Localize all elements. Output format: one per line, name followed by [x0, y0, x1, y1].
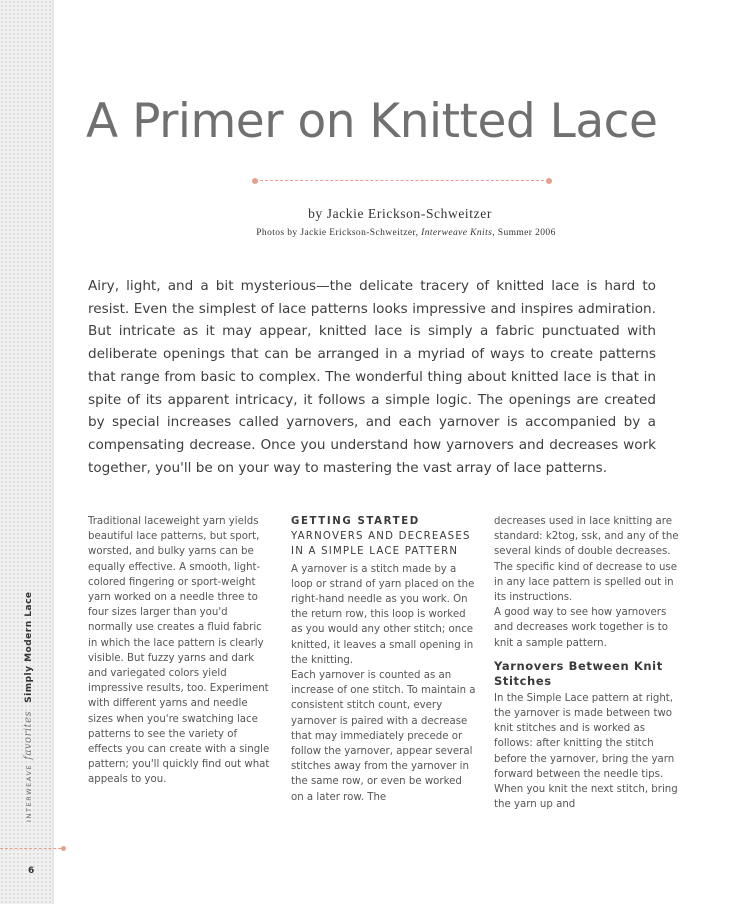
page-number: 6: [28, 866, 35, 876]
column-2-paragraph-1: A yarnover is a stitch made by a loop or strand of yarn placed on the right-hand needle as you work. On the return row, this loop is worked as you would any other stitch; once knitted, it leaves a small opening in the knitting.: [291, 563, 475, 666]
byline: by Jackie Erickson-Schweitzer: [308, 206, 492, 221]
column-1-text: Traditional laceweight yarn yields beautiful lace patterns, but sport, worsted, and bulky yarns can be equally effective. A smooth, light-colored fingering or sport-weight yarn worked on a needle three to four sizes larger than you'd normally use creates a fluid fabric in which the lace pattern is clearly visible. But fuzzy yarns and dark and variegated colors yield impressive results, too. Experiment with different yarns and needle sizes when you're swatching lace patterns to see the variety of effects you can create with a single pattern; you'll quickly find out what appeals to you.: [88, 516, 270, 786]
column-2: [291, 514, 477, 805]
photo-credit-publication: Interweave Knits: [421, 228, 493, 238]
photo-credit-prefix: Photos by Jackie Erickson-Schweitzer,: [256, 228, 422, 238]
rule-dot: [61, 846, 66, 851]
divider-dot-left: [252, 178, 258, 184]
section-heading: GETTING STARTED: [291, 516, 420, 527]
column-3-paragraph-2: A good way to see how yarnovers and decreases work together is to knit a sample pattern.: [494, 607, 668, 649]
series-script: favorites: [23, 710, 34, 760]
photo-credit-suffix: , Summer 2006: [492, 228, 556, 238]
column-3: [494, 514, 682, 812]
series-label: [23, 591, 34, 822]
column-3-paragraph-1: decreases used in lace knitting are standard: k2tog, ssk, and any of the several kinds of double decreases. The specific kind of decrease to use in any lace pattern is spelled out in its instructions.: [494, 516, 679, 604]
divider-dot-right: [546, 178, 552, 184]
sidebar-edge: [52, 0, 54, 904]
photo-credit: [0, 228, 750, 238]
series-small: INTERWEAVE: [25, 763, 33, 822]
series-title: Simply Modern Lace: [24, 591, 34, 703]
article-title: A Primer on Knitted Lace: [86, 94, 658, 149]
column-1: [88, 514, 274, 788]
sidebar-dotted-rule: [0, 848, 66, 850]
yarnovers-subheading: Yarnovers Between Knit Stitches: [494, 658, 663, 688]
lead-paragraph: Airy, light, and a bit mysterious—the delicate tracery of knitted lace is hard to resist. Even the simplest of lace patterns looks impressive and inspires admiration. But intricate as it may appear, knitted lace is simply a fabric punctuated with deliberate openings that can be arranged in a myriad of ways to create patterns that range from basic to complex. The wonderful thing about knitted lace is that in spite of its apparent intricacy, it follows a simple logic. The openings are created by special increases called yarnovers, and each yarnover is accompanied by a compensating decrease. Once you understand how yarnovers and decreases work together, you'll be on your way to mastering the vast array of lace patterns.: [88, 278, 656, 476]
column-2-paragraph-2: Each yarnover is counted as an increase of one stitch. To maintain a consistent stitch count, every yarnover is paired with a decrease that may immediately precede or follow the yarnover, appear several stitches away from the yarnover in the same row, or even be worked on a later row. The: [291, 670, 476, 803]
section-subheading: YARNOVERS AND DECREASES IN A SIMPLE LACE PATTERN: [291, 531, 471, 558]
column-3-paragraph-3: In the Simple Lace pattern at right, the yarnover is made between two knit stitches and is worked as follows: after knitting the stitch before the yarnover, bring the yarn forward between the needle tips. When you knit the next stitch, bring the yarn up and: [494, 692, 678, 811]
title-divider: [255, 180, 549, 181]
